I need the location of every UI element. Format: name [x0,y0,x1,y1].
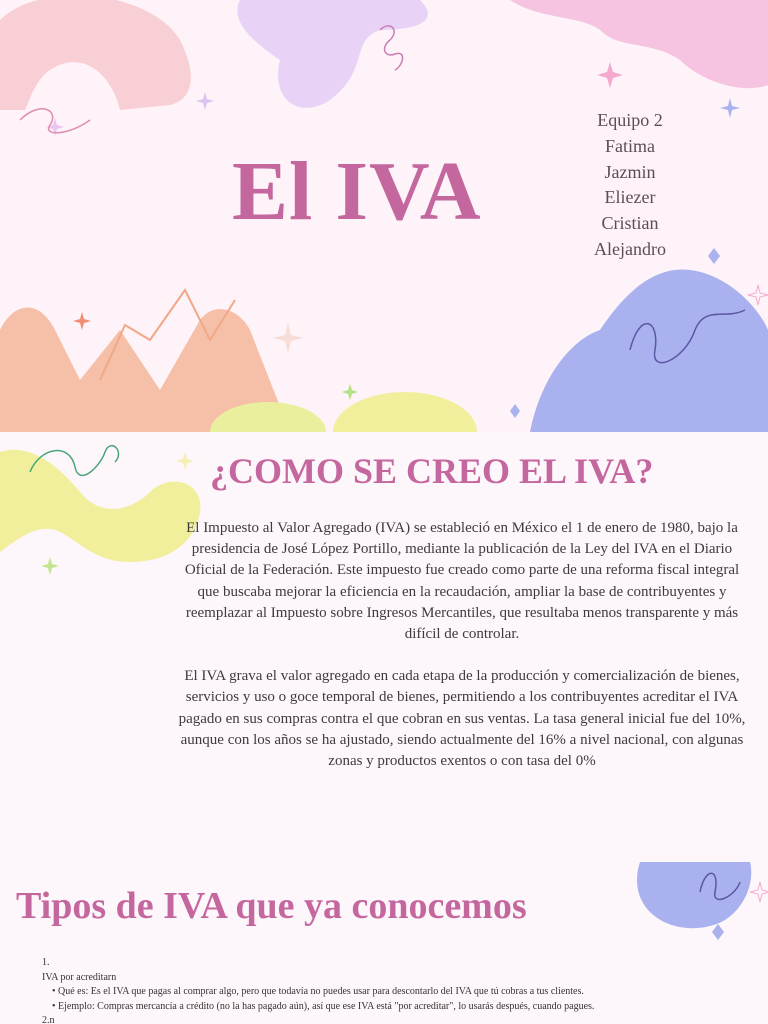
sparkle-icon [750,882,768,902]
pink-blob-shape [510,0,768,88]
list-number: 1. [42,957,50,968]
member-name: Eliezer [604,187,656,208]
sparkle-icon [196,92,214,110]
history-paragraph: El IVA grava el valor agregado en cada etapa de la producción y comercialización de bienes, servicios y uso o goce temporal de bienes, permitiendo a los contribuyentes acreditar el IVA pagado en sus compras contra el que cobran en sus ventas. La tasa general inicial fue del 10%, aunque con los años se ha ajustado, siendo actualmente del 16% a nivel nacional, con algunas zonas y productos exentos o con tasa del 0% [178,668,746,770]
cover-slide [0,0,768,432]
member-name: Fatima [605,135,655,156]
member-name: Alejandro [594,238,666,259]
diamond-icon [708,248,720,264]
sparkle-icon [748,285,768,305]
history-title: ¿COMO SE CREO EL IVA? [210,451,654,491]
team-list [560,108,700,263]
history-slide [0,432,768,862]
squiggle-line [380,26,403,70]
blue-blob-shape [637,862,751,928]
member-name: Cristian [601,213,659,234]
list-number: 2.n [42,1015,55,1024]
sparkle-icon [73,312,91,330]
history-body [174,518,750,772]
team-name: Equipo 2 [597,110,663,130]
yellow-wave-shape [0,450,200,562]
sparkle-icon [597,62,623,88]
list-item-title: IVA por acreditarn [42,971,117,983]
sparkle-icon [720,98,740,118]
list-bullet: • Ejemplo: Compras mercancía a crédito (no la has pagado aún), así que ese IVA está "por acreditar", lo usarás después, cuando pagues. [52,1000,595,1012]
sparkle-icon [273,323,303,353]
list-bullet: • Qué es: Es el IVA que pagas al comprar algo, pero que todavía no puedes usar para descontarlo del IVA que tú cobras a tus clientes. [52,986,584,997]
types-title: Tipos de IVA que ya conocemos [16,885,527,927]
yellow-mound-shape [333,392,477,432]
diamond-icon [510,404,520,418]
types-list [42,956,742,1024]
sparkle-icon [342,384,358,400]
blue-blob-shape [530,270,768,432]
diamond-icon [712,924,724,940]
sparkle-icon [176,452,194,470]
cover-title: El IVA [232,145,482,238]
history-paragraph: El Impuesto al Valor Agregado (IVA) se estableció en México el 1 de enero de 1980, bajo la presidencia de José López Portillo, mediante la publicación de la Ley del IVA en el Diario Oficial de la Federación. Este impuesto fue creado como parte de una reforma fiscal integral que buscaba mejorar la eficiencia en la recaudación, ampliar la base de contribuyentes y reemplazar al Impuesto sobre Ingresos Mercantiles, que resultaba menos transparente y más difícil de controlar. [184,520,740,643]
sparkle-icon [41,557,59,575]
pink-arch-shape [0,0,191,110]
member-name: Jazmin [604,161,656,182]
types-slide [0,862,768,1024]
